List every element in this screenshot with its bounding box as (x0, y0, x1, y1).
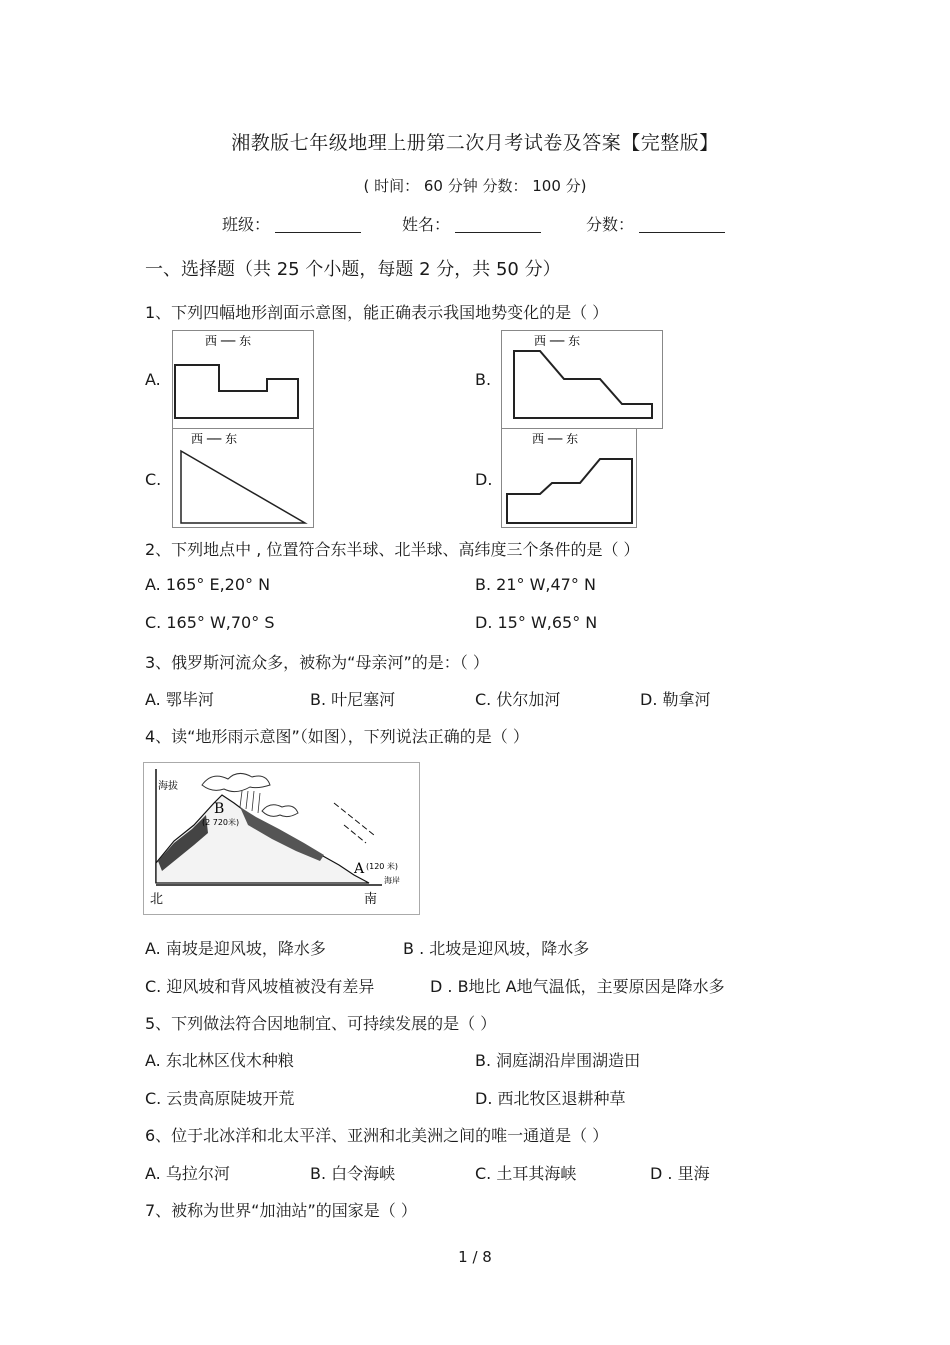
q6-option-a[interactable]: A. 乌拉尔河 (145, 1164, 230, 1183)
page-title: 湘教版七年级地理上册第二次月考试卷及答案【完整版】 (231, 132, 719, 154)
q1-option-b-label: B. (475, 370, 492, 389)
q4-option-a[interactable]: A. 南坡是迎风坡，降水多 (145, 939, 326, 958)
q3-option-b[interactable]: B. 叶尼塞河 (310, 690, 396, 709)
q1-profile-c[interactable] (172, 428, 314, 528)
coast-label: 海岸 (384, 876, 400, 885)
class-label: 班级： (222, 215, 271, 234)
exam-meta: ( 时间： 60 分钟 分数： 100 分) (363, 177, 587, 195)
class-field[interactable] (222, 212, 361, 235)
orographic-rain-diagram (143, 762, 420, 915)
question-6: 6、位于北冰洋和北太平洋、亚洲和北美洲之间的唯一通道是（ ） (145, 1126, 609, 1145)
base-height-label: (120 米) (366, 862, 399, 871)
q3-option-d[interactable]: D. 勒拿河 (640, 690, 711, 709)
q2-option-a[interactable]: A. 165° E,20° N (145, 575, 271, 594)
page-number: 1 / 8 (458, 1248, 492, 1266)
q1-option-c-label: C. (145, 470, 162, 489)
q3-option-c[interactable]: C. 伏尔加河 (475, 690, 561, 709)
question-4: 4、读“地形雨示意图”（如图），下列说法正确的是（ ） (145, 727, 529, 746)
north-label: 北 (150, 892, 164, 907)
question-2: 2、下列地点中 , 位置符合东半球、北半球、高纬度三个条件的是（ ） (145, 540, 640, 559)
name-label: 姓名： (402, 215, 451, 234)
q5-option-b[interactable]: B. 洞庭湖沿岸围湖造田 (475, 1051, 641, 1070)
q6-option-d[interactable]: D . 里海 (650, 1164, 710, 1183)
q6-option-c[interactable]: C. 土耳其海峡 (475, 1164, 577, 1183)
q2-option-c[interactable]: C. 165° W,70° S (145, 613, 275, 632)
q2-option-b[interactable]: B. 21° W,47° N (475, 575, 596, 594)
q1-profile-b[interactable] (501, 330, 663, 429)
name-blank[interactable] (455, 216, 541, 233)
q1-profile-d[interactable] (501, 428, 637, 528)
fig-b-label: 西 ── 东 (534, 334, 581, 348)
fig-d-label: 西 ── 东 (532, 432, 579, 446)
question-5: 5、下列做法符合因地制宜、可持续发展的是（ ） (145, 1014, 497, 1033)
q2-option-d[interactable]: D. 15° W,65° N (475, 613, 598, 632)
south-label: 南 (364, 892, 378, 907)
q4-option-c[interactable]: C. 迎风坡和背风坡植被没有差异 (145, 977, 375, 996)
q4-option-d[interactable]: D . B地比 A地气温低，主要原因是降水多 (430, 977, 725, 996)
q3-option-a[interactable]: A. 鄂毕河 (145, 690, 214, 709)
base-label-a: A (354, 861, 365, 877)
axis-altitude-label: 海拔 (158, 781, 178, 792)
fig-c-label: 西 ── 东 (191, 432, 238, 446)
q6-option-b[interactable]: B. 白令海峡 (310, 1164, 396, 1183)
question-3: 3、俄罗斯河流众多，被称为“母亲河”的是：（ ） (145, 653, 489, 672)
peak-label-b: B (214, 801, 225, 817)
q1-option-a-label: A. (145, 370, 161, 389)
score-field[interactable] (586, 212, 725, 235)
score-label: 分数： (586, 215, 635, 234)
fig-a-label: 西 ── 东 (205, 334, 252, 348)
q1-profile-a[interactable] (172, 330, 314, 429)
q5-option-a[interactable]: A. 东北林区伐木种粮 (145, 1051, 294, 1070)
q1-option-d-label: D. (475, 470, 493, 489)
score-blank[interactable] (639, 216, 725, 233)
q5-option-c[interactable]: C. 云贵高原陡坡开荒 (145, 1089, 295, 1108)
question-7: 7、被称为世界“加油站”的国家是（ ） (145, 1201, 417, 1220)
class-blank[interactable] (275, 216, 361, 233)
q5-option-d[interactable]: D. 西北牧区退耕种草 (475, 1089, 626, 1108)
section-heading: 一、选择题（共 25 个小题，每题 2 分，共 50 分） (145, 259, 561, 280)
name-field[interactable] (402, 212, 541, 235)
q4-option-b[interactable]: B . 北坡是迎风坡，降水多 (403, 939, 590, 958)
question-1: 1、下列四幅地形剖面示意图，能正确表示我国地势变化的是（ ） (145, 303, 609, 322)
peak-height-label: (2 720米) (202, 818, 240, 827)
